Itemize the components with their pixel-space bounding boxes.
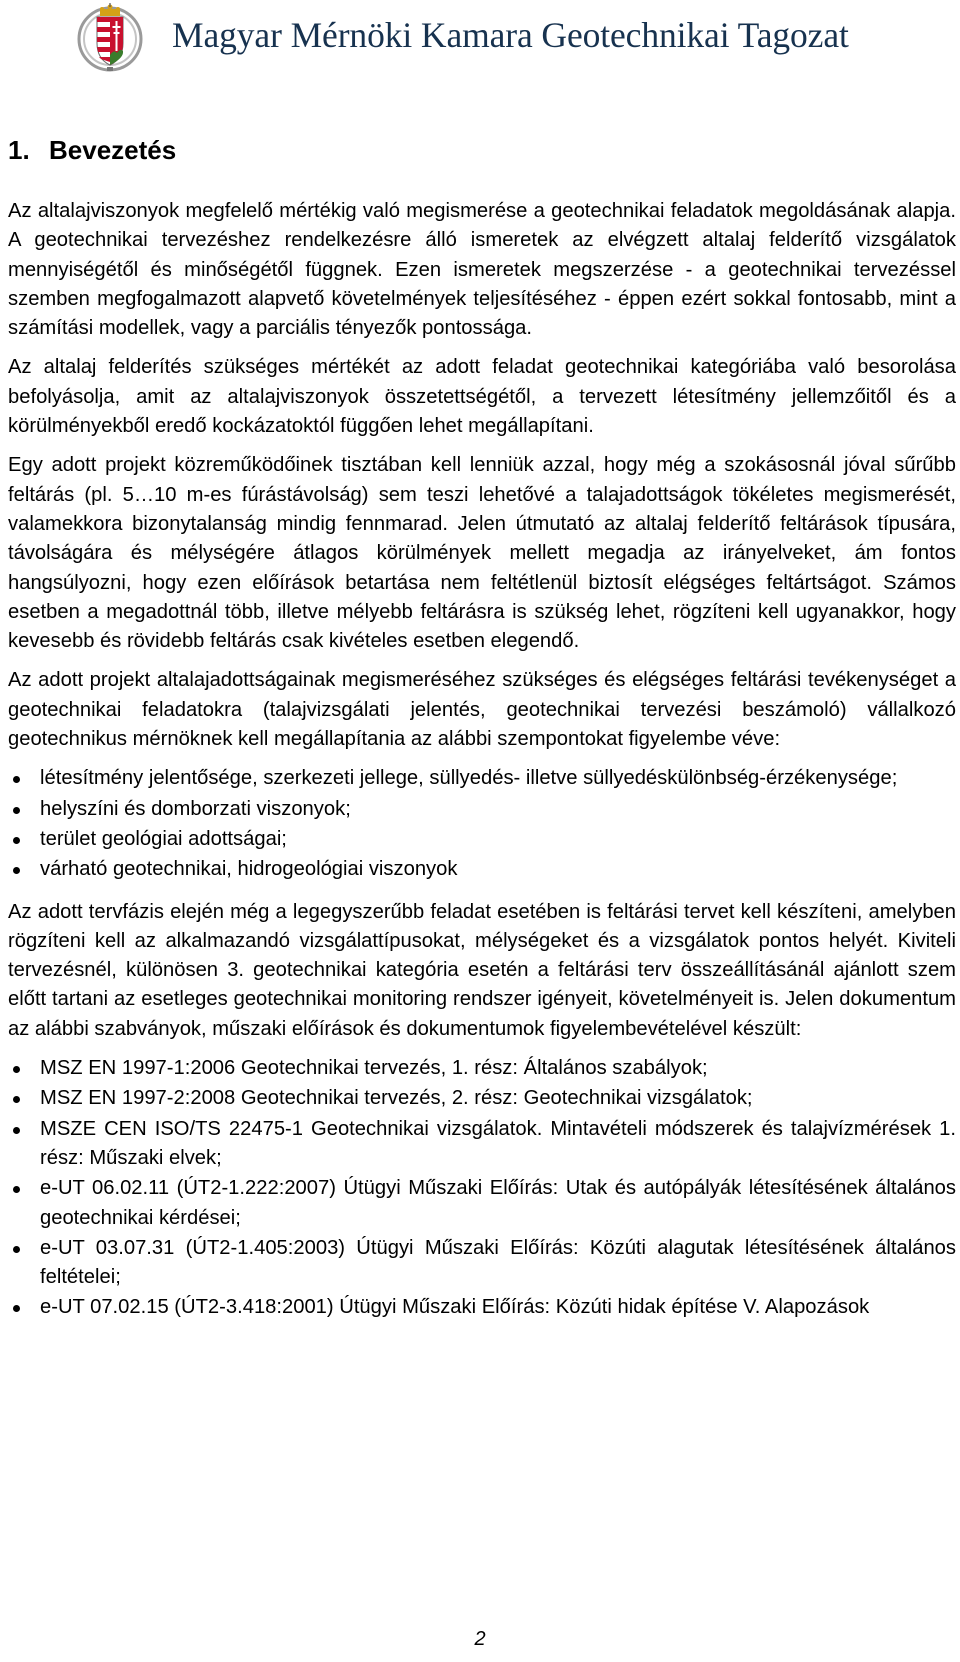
- paragraph: Az altalajviszonyok megfelelő mértékig való megismerése a geotechnikai feladatok megoldásának alapja. A geotechnikai tervezéshez rendelkezésre álló ismeretek az elvégzett altalaj felderítő vizsgálatok mennyiségétől és minőségétől függnek. Ezen ismeretek megszerzése - a geotechnikai tervezéssel szemben megfogalmazott alapvető követelmények teljesítéséhez - éppen ezért sokkal fontosabb, mint a számítási modellek, vagy a parciális tényezők pontossága.: [8, 200, 956, 340]
- criteria-list: [8, 764, 956, 884]
- paragraph: Az adott projekt altalajadottságainak megismeréséhez szükséges és elégséges feltárási tevékenységet a geotechnikai feladatokra (talajvizsgálati jelentés, geotechnikai tervezési beszámoló) vállalkozó geotechnikus mérnöknek kell megállapítania az alábbi szempontokat figyelembe véve:: [8, 669, 956, 751]
- list-item: várható geotechnikai, hidrogeológiai viszonyok: [8, 855, 956, 884]
- list-item: terület geológiai adottságai;: [8, 825, 956, 854]
- paragraph: Az adott tervfázis elején még a legegyszerűbb feladat esetében is feltárási tervet kell készíteni, amelyben rögzíteni kell az alkalmazandó vizsgálattípusokat, mélységeket és a vizsgálatok pontos helyét. Kiviteli tervezésnél, különösen 3. geotechnikai kategória esetén a feltárási terv összeállításánál ajánlott szem előtt tartani az esetleges geotechnikai monitoring rendszer igényeit, követelményeit is. Jelen dokumentum az alábbi szabványok, műszaki előírások és dokumentumok figyelembevételével készült:: [8, 900, 956, 1040]
- hungarian-coat-of-arms-icon: [76, 3, 144, 73]
- list-item: létesítmény jelentősége, szerkezeti jellege, süllyedés- illetve süllyedéskülönbség-érzékenysége;: [8, 764, 956, 793]
- list-item: helyszíni és domborzati viszonyok;: [8, 795, 956, 824]
- list-item: MSZ EN 1997-1:2006 Geotechnikai tervezés, 1. rész: Általános szabályok;: [8, 1054, 956, 1083]
- page-number: 2: [474, 1628, 486, 1650]
- paragraph: Az altalaj felderítés szükséges mértékét az adott feladat geotechnikai kategóriába való besorolása befolyásolja, amit az altalajviszonyok összetettségétől, a tervezett létesítmény jellemzőitől és a körülményekből eredő kockázatoktól függően lehet megállapítani.: [8, 356, 956, 438]
- section-heading: [8, 128, 956, 172]
- header-title: Magyar Mérnöki Kamara Geotechnikai Tagozat: [172, 15, 849, 55]
- list-item: e-UT 07.02.15 (ÚT2-3.418:2001) Útügyi Műszaki Előírás: Közúti hidak építése V. Alapozások: [8, 1293, 956, 1322]
- document-body: [8, 128, 956, 1336]
- page-header: [0, 0, 960, 78]
- section-title: Bevezetés: [49, 135, 177, 165]
- list-item: MSZE CEN ISO/TS 22475-1 Geotechnikai vizsgálatok. Mintavételi módszerek és talajvízmérések 1. rész: Műszaki elvek;: [8, 1115, 956, 1174]
- list-item: e-UT 06.02.11 (ÚT2-1.222:2007) Útügyi Műszaki Előírás: Utak és autópályák létesítésének általános geotechnikai kérdései;: [8, 1174, 956, 1233]
- standards-list: [8, 1054, 956, 1323]
- list-item: MSZ EN 1997-2:2008 Geotechnikai tervezés, 2. rész: Geotechnikai vizsgálatok;: [8, 1084, 956, 1113]
- paragraph: Egy adott projekt közreműködőinek tisztában kell lenniük azzal, hogy még a szokásosnál jóval sűrűbb feltárás (pl. 5…10 m-es fúrástávolság) sem teszi lehetővé a talajadottságok tökéletes megismerését, valamekkora bizonytalanság mindig fennmarad. Jelen útmutató az altalaj felderítő feltárások típusára, távolságára és mélységére átlagos körülmények mellett megadja az irányelveket, ám fontos hangsúlyozni, hogy ezen előírások betartása nem feltétlenül biztosít elégséges feltártságot. Számos esetben a megadottnál több, illetve mélyebb feltárásra is szükség lehet, rögzíteni kell ugyanakkor, hogy kevesebb és rövidebb feltárás csak kivételes esetben elegendő.: [8, 454, 956, 653]
- section-number: 1.: [8, 135, 30, 165]
- list-item: e-UT 03.07.31 (ÚT2-1.405:2003) Útügyi Műszaki Előírás: Közúti alagutak létesítésének általános feltételei;: [8, 1234, 956, 1293]
